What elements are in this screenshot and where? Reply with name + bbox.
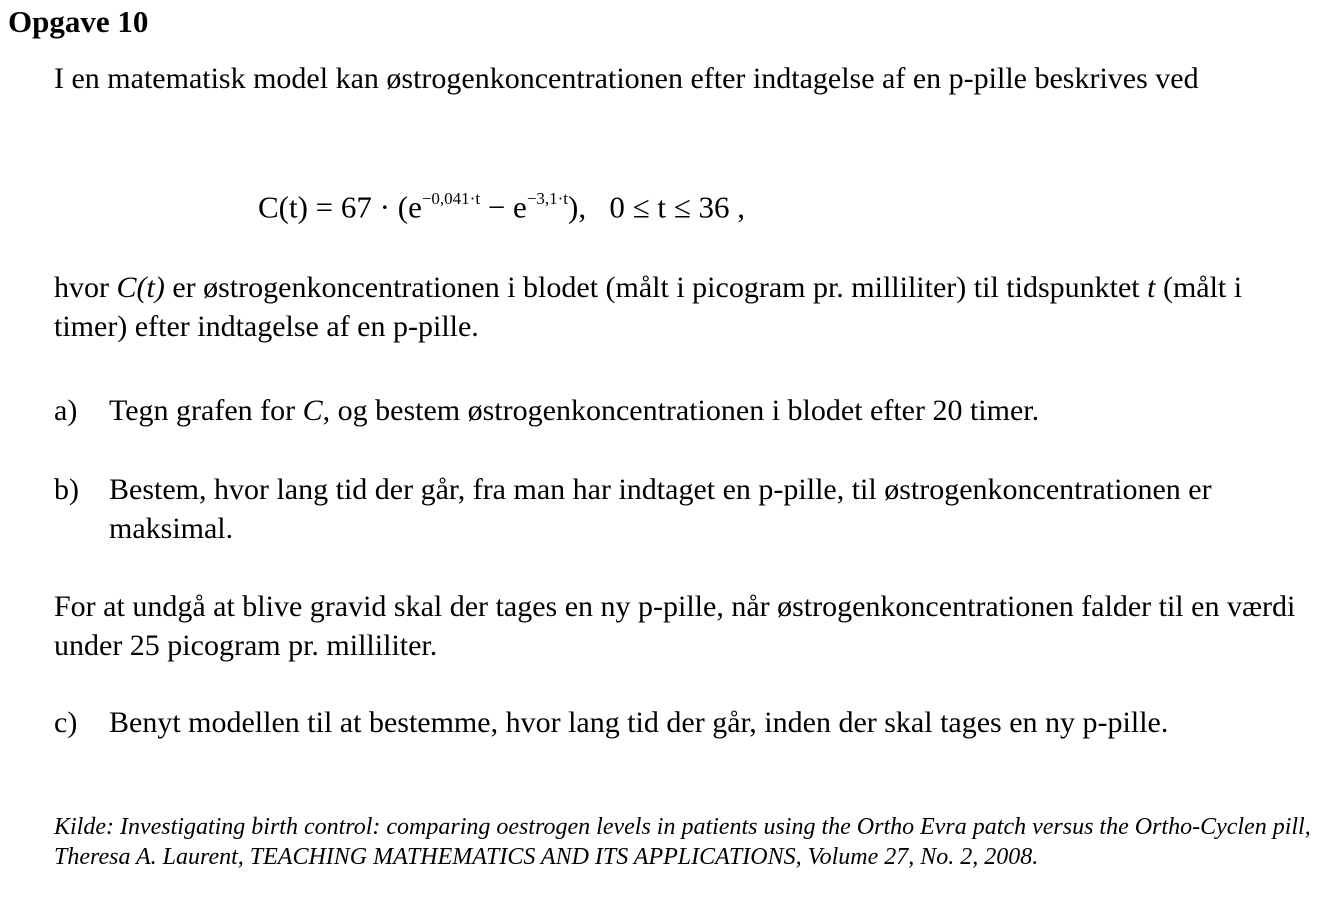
- task-c: [54, 703, 1316, 742]
- concentration-formula: [258, 181, 745, 227]
- task-a-pre: Tegn grafen for: [109, 394, 303, 427]
- task-b: [54, 470, 1316, 548]
- task-a-symbol: C: [302, 394, 323, 427]
- description-prefix: hvor: [54, 271, 117, 304]
- prevention-paragraph: For at undgå at blive gravid skal der tages en ny p-pille, når østrogenkoncentrationen falder til en værdi under 25 picogram pr. milliliter.: [54, 590, 1296, 662]
- task-c-text: Benyt modellen til at bestemme, hvor lang tid der går, inden der skal tages en ny p-pille.: [109, 706, 1169, 739]
- task-b-text: Bestem, hvor lang tid der går, fra man har indtaget en p-pille, til østrogenkoncentrationen er maksimal.: [109, 473, 1212, 545]
- description-variable: t: [1147, 271, 1156, 304]
- formula-lhs: C(t) = 67 · (e: [258, 189, 422, 225]
- exercise-heading: Opgave 10: [8, 4, 149, 39]
- task-a-letter: a): [54, 394, 78, 427]
- formula-domain: 0 ≤ t ≤ 36 ,: [609, 189, 746, 225]
- task-a-text: [109, 391, 1316, 430]
- description-symbol: C(t): [116, 271, 165, 304]
- formula-exponent-2: −3,1·t: [526, 189, 569, 208]
- formula-close: ),: [568, 189, 587, 225]
- task-a-post: , og bestem østrogenkoncentrationen i blodet efter 20 timer.: [322, 394, 1040, 427]
- task-b-letter: b): [54, 473, 79, 506]
- task-c-letter: c): [54, 706, 78, 739]
- source-citation: Kilde: Investigating birth control: comparing oestrogen levels in patients using the Ortho Evra patch versus the Ortho-Cyclen pill, Theresa A. Laurent, TEACHING MATHEMATICS AND ITS APPLICATIONS, Volume 27, No. 2, 2008.: [54, 814, 1311, 870]
- description-paragraph: [54, 268, 1316, 346]
- intro-paragraph: I en matematisk model kan østrogenkoncentrationen efter indtagelse af en p-pille beskrives ved: [54, 62, 1199, 95]
- formula-exponent-1: −0,041·t: [421, 189, 481, 208]
- formula-middle: − e: [480, 189, 527, 225]
- task-a: [54, 391, 1316, 430]
- description-suffix: (målt i timer) efter indtagelse af en p-pille.: [54, 271, 1243, 343]
- description-middle: er østrogenkoncentrationen i blodet (målt i picogram pr. milliliter) til tidspunktet: [164, 271, 1148, 304]
